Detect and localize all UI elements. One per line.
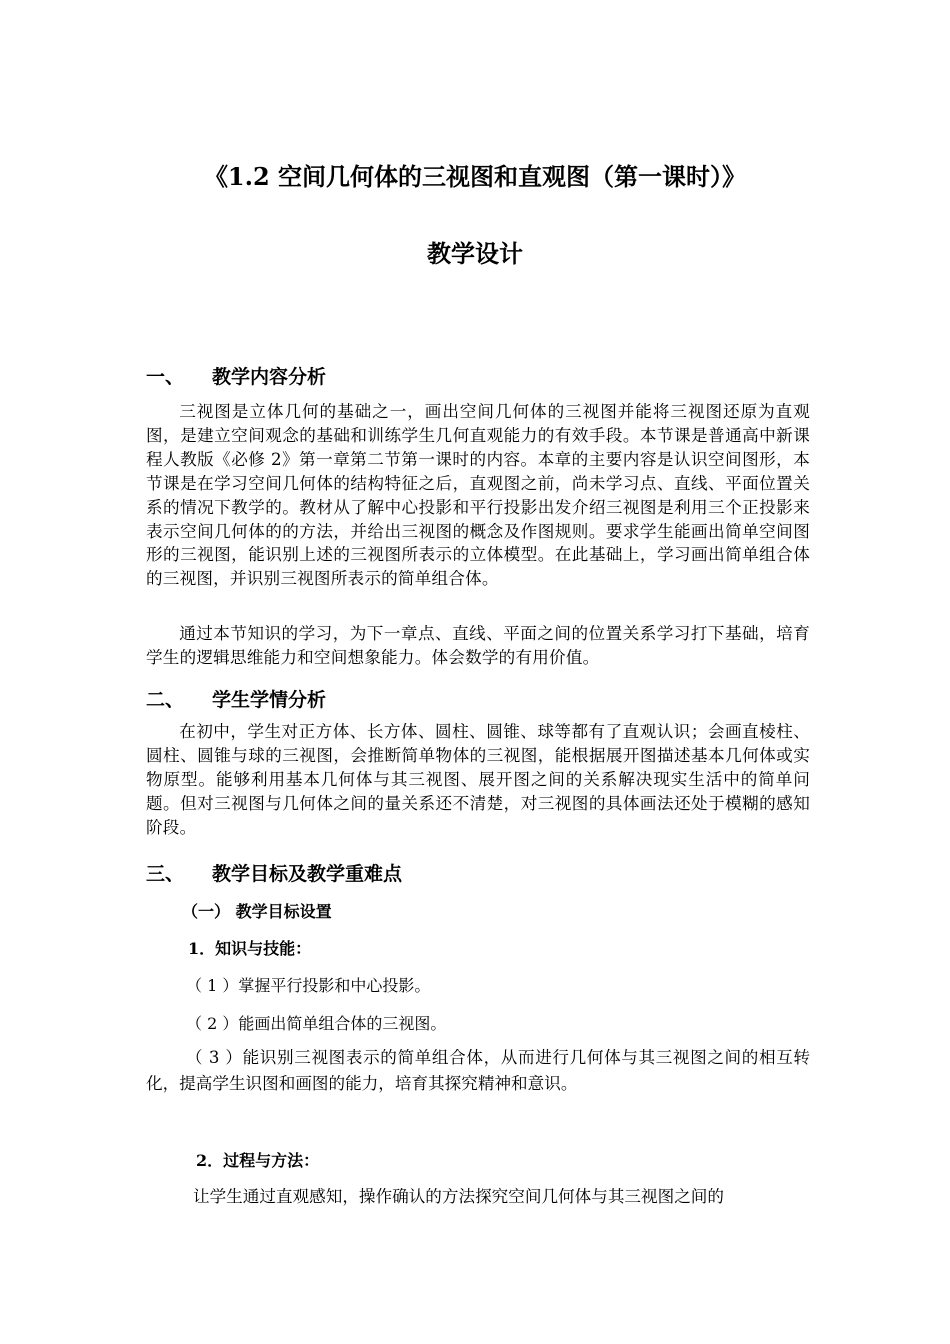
document-title: 《1.2 空间几何体的三视图和直观图（第一课时）》 [203,162,747,191]
section-heading-content-analysis [146,362,326,389]
subsection-heading-knowledge-skills: 1．知识与技能： [188,939,312,958]
paragraph: 三视图是立体几何的基础之一，画出空间几何体的三视图并能将三视图还原为直观图，是建立空间观念的基础和训练学生几何直观能力的有效手段。本节课是普通高中新课程人教版《必修 2》第一章第二节第一课时的内容。本章的主要内容是认识空间图形，本节课是在学习空间几何体的结构特征之后，直观图之前，尚未学习点、直线、平面位置关系的情况下教学的。教材从了解中心投影和平行投影出发介绍三视图是利用三个正投影来表示空间几何体的的方法，并给出三视图的概念及作图规则。要求学生能画出简单空间图形的三视图，能识别上述的三视图所表示的立体模型。在此基础上，学习画出简单组合体的三视图，并识别三视图所表示的简单组合体。 [146,402,810,589]
document-subtitle: 教学设计 [427,239,523,268]
section-number: 二、 [146,689,185,711]
section-heading-student-analysis [146,685,326,712]
paragraph: 在初中，学生对正方体、长方体、圆柱、圆锥、球等都有了直观认识；会画直棱柱、圆柱、圆锥与球的三视图，会推断简单物体的三视图，能根据展开图描述基本几何体或实物原型。能够利用基本几何体与其三视图、展开图之间的关系解决现实生活中的简单问题。但对三视图与几何体之间的量关系还不清楚，对三视图的具体画法还处于模糊的感知阶段。 [146,722,810,837]
paragraph: 通过本节知识的学习，为下一章点、直线、平面之间的位置关系学习打下基础，培育学生的逻辑思维能力和空间想象能力。体会数学的有用价值。 [146,624,810,667]
section-heading-text: 教学目标及教学重难点 [212,863,403,885]
list-item-paragraph: （ 3 ）能识别三视图表示的简单组合体，从而进行几何体与其三视图之间的相互转化，提高学生识图和画图的能力，培育其探究精神和意识。 [146,1048,810,1093]
subsection-heading-goal-setting: （一） 教学目标设置 [182,902,332,921]
paragraph-line: 让学生通过直观感知，操作确认的方法探究空间几何体与其三视图之间的 [193,1187,724,1206]
section-number: 一、 [146,366,185,388]
section-heading-text: 学生学情分析 [212,689,327,711]
section-number: 三、 [146,863,185,885]
subsection-heading-process-method: 2．过程与方法： [196,1151,320,1170]
section-heading-text: 教学内容分析 [212,366,327,388]
list-item: （ 1 ）掌握平行投影和中心投影。 [186,976,431,995]
list-item: （ 2 ）能画出简单组合体的三视图。 [186,1014,447,1033]
section-heading-teaching-goals [146,859,402,886]
